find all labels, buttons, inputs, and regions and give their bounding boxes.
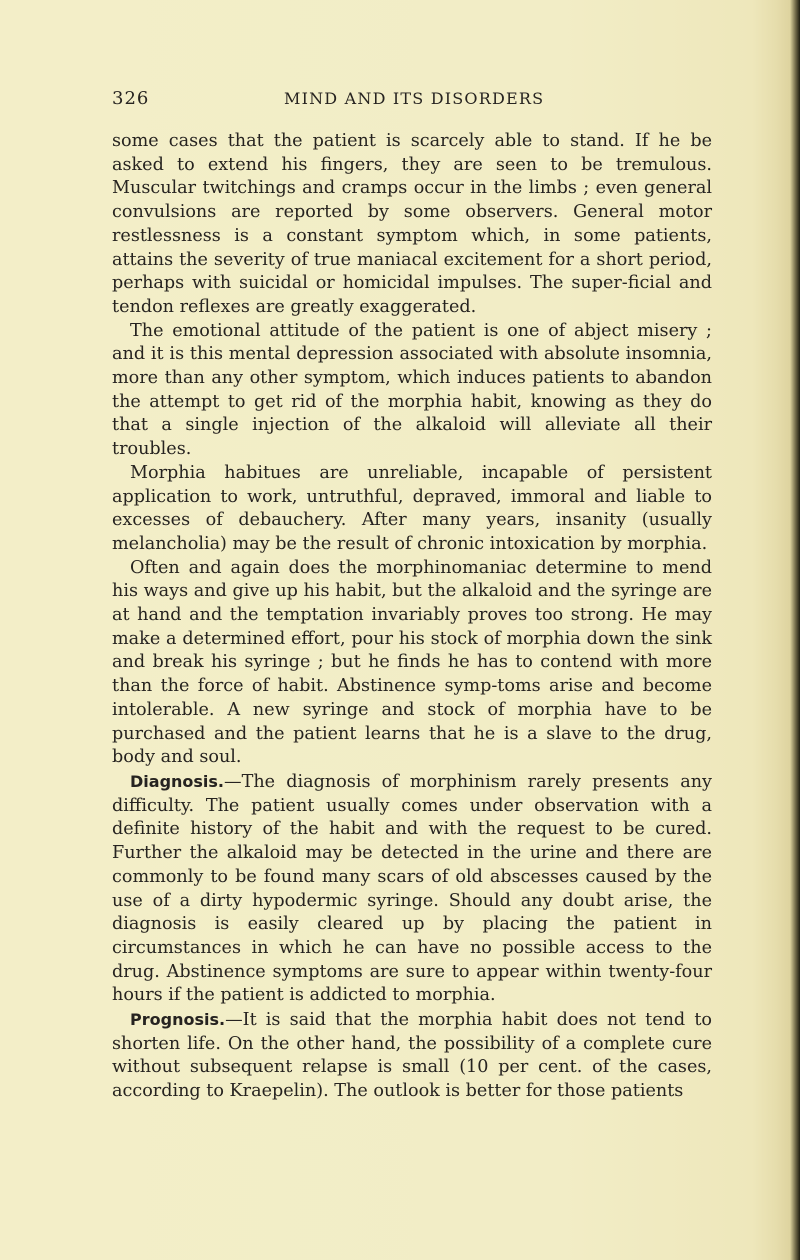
paragraph-text: The emotional attitude of the patient is one of abject misery ; and it is this mental depression associated with absolute insomnia, more than any other symptom, which induces patients to abandon the attempt to get rid of the morphia habit, knowing as they do that a single injection of the alkaloid will alleviate all their troubles. <box>112 320 712 460</box>
body-text <box>112 130 712 1104</box>
paragraph-text: some cases that the patient is scarcely able to stand. If he be asked to extend his fingers, they are seen to be tremulous. Muscular twitchings and cramps occur in the limbs ; even general convulsions are reported by some observers. General motor restlessness is a constant symptom which, in some patients, attains the severity of true maniacal excitement for a short period, perhaps with suicidal or homicidal impulses. The super-ficial and tendon reflexes are greatly exaggerated. <box>112 131 712 317</box>
running-head: MIND AND ITS DISORDERS <box>284 89 545 108</box>
paragraph-text: —The diagnosis of morphinism rarely presents any difficulty. The patient usually comes under observation with a definite history of the habit and with the request to be cured. Further the alkaloid may be detected in the urine and there are commonly to be found many scars of old abscesses caused by the use of a dirty hypodermic syringe. Should any doubt arise, the diagnosis is easily cleared up by placing the patient in circumstances in which he can have no possible access to the drug. Abstinence symptoms are sure to appear within twenty-four hours if the patient is addicted to morphia. <box>112 771 712 1006</box>
paragraph-text: —It is said that the morphia habit does not tend to shorten life. On the other hand, the possibility of a complete cure without subsequent relapse is small (10 per cent. of the cases, according to Kraepelin). The outlook is better for those patients <box>112 1010 712 1102</box>
page-edge-shadow <box>790 0 800 1260</box>
page-number: 326 <box>112 88 150 109</box>
paragraph-text: Often and again does the morphinomaniac determine to mend his ways and give up his habit, but the alkaloid and the syringe are at hand and the temptation invariably proves too strong. He may make a determined effort, pour his stock of morphia down the sink and break his syringe ; but he finds he has to contend with more than the force of habit. Abstinence symp-toms arise and become intolerable. A new syringe and stock of morphia have to be purchased and the patient learns that he is a slave to the drug, body and soul. <box>112 557 712 768</box>
paragraph-diagnosis <box>112 770 712 1008</box>
paragraph-prognosis <box>112 1008 712 1104</box>
paragraph-relapse <box>112 557 712 770</box>
section-heading-prognosis: Prognosis. <box>130 1010 226 1030</box>
paragraph-continued <box>112 130 712 320</box>
paragraph-emotional-attitude <box>112 320 712 462</box>
paragraph-habitues <box>112 462 712 557</box>
page-header <box>112 88 712 112</box>
section-heading-diagnosis: Diagnosis. <box>130 771 225 791</box>
paragraph-text: Morphia habitues are unreliable, incapable of persistent application to work, untruthful, depraved, immoral and liable to excesses of debauchery. After many years, insanity (usually melancholia) may be the result of chronic intoxication by morphia. <box>112 462 712 554</box>
